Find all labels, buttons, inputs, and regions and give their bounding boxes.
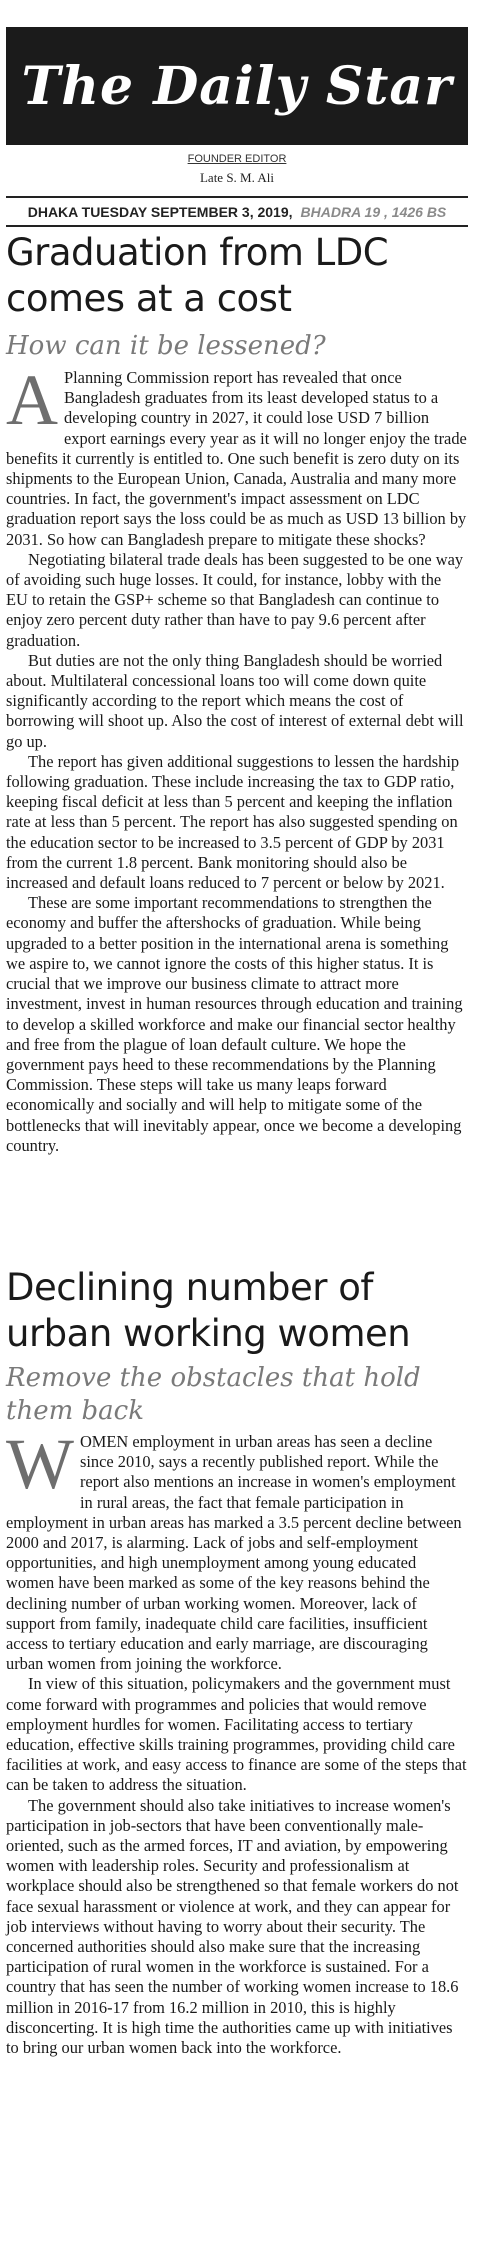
article-2-dropcap: W bbox=[6, 1424, 74, 1504]
article-1-headline: Graduation from LDC comes at a cost bbox=[6, 231, 389, 320]
masthead bbox=[6, 27, 468, 145]
article-1-paragraph: But duties are not the only thing Bangladesh should be worried about. Multilateral concessional loans too will come down quite significantly according to the report which means the cost of borrowing will shoot up. Also the cost of interest of external debt will go up. bbox=[6, 650, 464, 751]
masthead-logo: The Daily Star bbox=[21, 55, 453, 117]
article-2-subhead: Remove the obstacles that hold them back bbox=[6, 1363, 421, 1426]
article-1-body bbox=[6, 360, 467, 1156]
dateline-bangla-date: BHADRA 19 , 1426 BS bbox=[300, 203, 447, 220]
article-1-paragraph: Negotiating bilateral trade deals has been suggested to be one way of avoiding such huge losses. It could, for instance, lobby with the EU to retain the GSP+ scheme so that Bangladesh can continue to enjoy zero percent duty rather than have to pay 9.6 percent after graduation. bbox=[6, 549, 464, 650]
article-1-paragraph: The report has given additional suggestions to lessen the hardship following graduation. These include increasing the tax to GDP ratio, keeping fiscal deficit at less than 5 percent and keeping the inflation rate at less than 5 percent. The report has also suggested spending on the education sector to be increased to 3.5 percent of GDP by 2031 from the current 1.8 percent. Bank monitoring should also be increased and default loans reduced to 7 percent or below by 2021. bbox=[6, 751, 460, 893]
founder-editor-name: Late S. M. Ali bbox=[199, 170, 275, 185]
dateline bbox=[6, 196, 468, 227]
article-1-dropcap: A bbox=[6, 360, 58, 440]
article-1-paragraph: These are some important recommendations to strengthen the economy and buffer the aftershocks of graduation. While being upgraded to a better position in the international arena is something we aspire to, we cannot ignore the costs of this higher status. It is crucial that we improve our business climate to attract more investment, invest in human resources through education and training to develop a skilled workforce and make our financial sector healthy and free from the plague of loan default culture. We hope the government pays heed to these recommendations by the Planning Commission. These steps will take us many leaps forward economically and socially and will help to mitigate some of the bottlenecks that will inevitably appear, once we become a developing country. bbox=[6, 893, 463, 1155]
founder-editor-label: FOUNDER EDITOR bbox=[187, 153, 287, 165]
article-2-lead: OMEN bbox=[79, 1432, 129, 1451]
article-2-paragraph: In view of this situation, policymakers and the government must come forward with programmes and policies that would remove employment hurdles for women. Facilitating access to tertiary education, effective skills training programmes, providing child care facilities at work, and easy access to finance are some of the steps that can be taken to address the situation. bbox=[6, 1674, 467, 1795]
article-2-body bbox=[6, 1424, 467, 2058]
dateline-date: DHAKA TUESDAY SEPTEMBER 3, 2019, bbox=[27, 203, 293, 220]
article-2-paragraph: The government should also take initiatives to increase women's participation in job-sectors that have been conventionally male-oriented, such as the armed forces, IT and aviation, by empowering women with leadership roles. Security and professionalism at workplace should also be strengthened so that female workers do not face sexual harassment or violence at work, and they can appear for job interviews without having to worry about their security. The concerned authorities should also make sure that the increasing participation of rural women in the workforce is sustained. For a country that has seen the number of working women increase to 18.6 million in 2016-17 from 16.2 million in 2010, this is highly disconcerting. It is high time the authorities came up with initiatives to bring our urban women back into the workforce. bbox=[6, 1795, 459, 2058]
article-2-headline: Declining number of urban working women bbox=[6, 1266, 411, 1355]
article-1-subhead: How can it be lessened? bbox=[6, 331, 326, 361]
article-2-paragraph: WOMEN employment in urban areas has seen a decline since 2010, says a recently published report. While the report also mentions an increase in women's employment in rural areas, the fact that female participation in employment in urban areas has marked a 3.5 percent decline between 2000 and 2017, is alarming. Lack of jobs and self-employment opportunities, and high unemployment among young educated women have been marked as some of the key reasons behind the declining number of urban working women. Moreover, lack of support from family, inadequate child care facilities, insufficient access to tertiary education and early marriage, are discouraging urban women from joining the workforce. bbox=[6, 1424, 462, 1674]
article-1-paragraph: A Planning Commission report has revealed that once Bangladesh graduates from its least developed status to a developing country in 2027, it could lose USD 7 billion export earnings every year as it will no longer enjoy the trade benefits it currently is entitled to. One such benefit is zero duty on its shipments to the European Union, Canada, Australia and many more countries. In fact, the government's impact assessment on LDC graduation report says the loss could be as much as USD 13 billion by 2031. So how can Bangladesh prepare to mitigate these shocks? bbox=[6, 360, 467, 549]
